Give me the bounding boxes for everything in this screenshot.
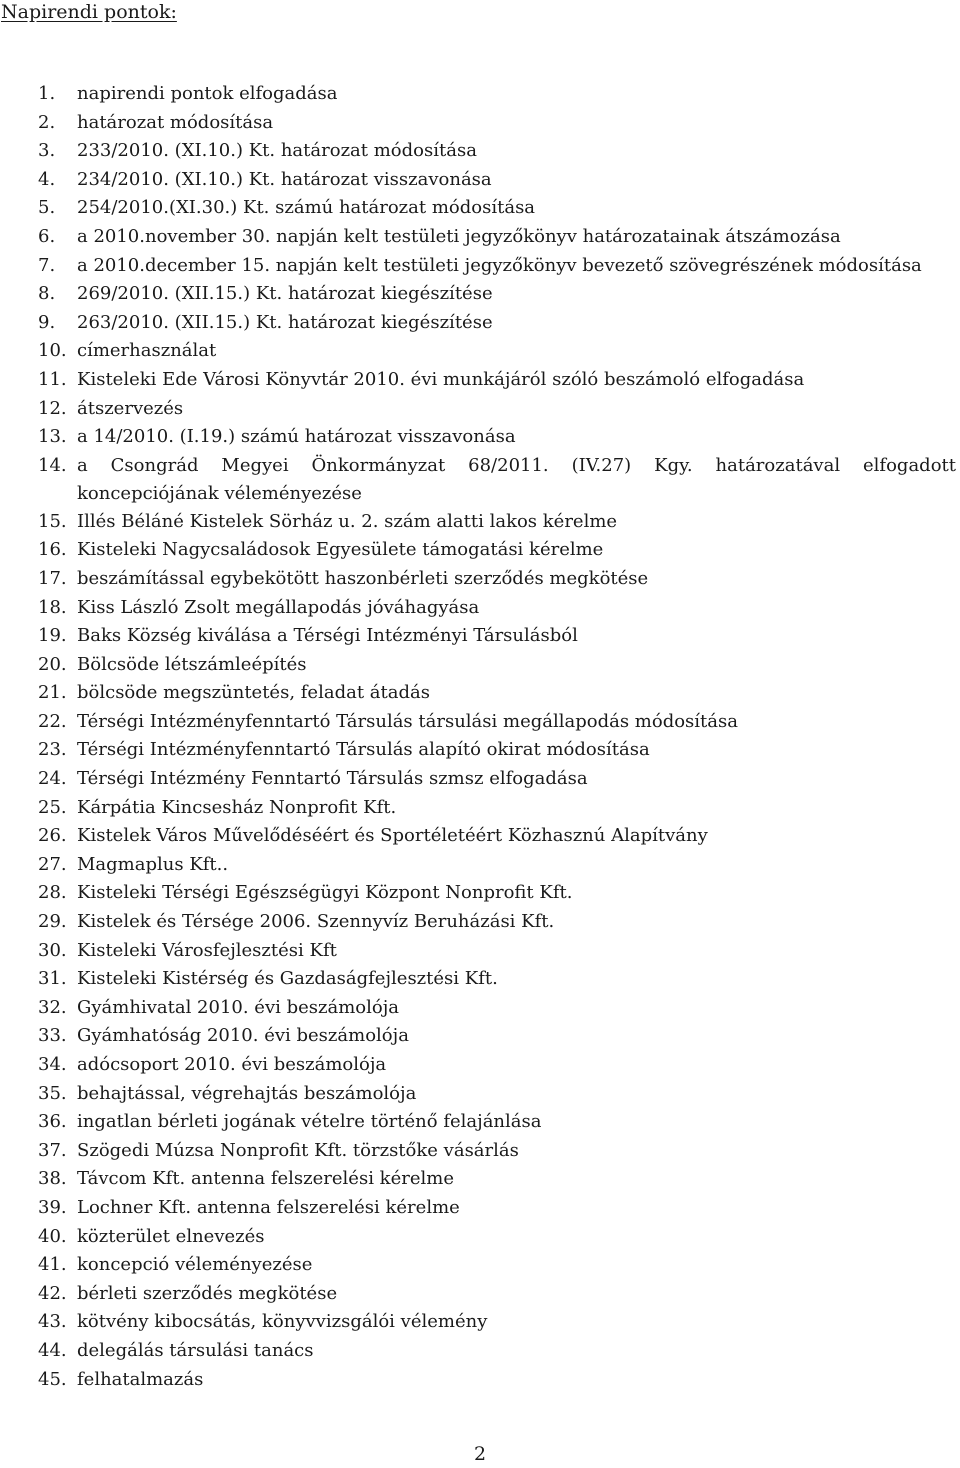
agenda-item-text: Kisteleki Térségi Egészségügyi Központ Nonprofit Kft. [77,882,573,904]
agenda-item-text: közterület elnevezés [77,1225,265,1247]
agenda-item-number: 8. [38,283,56,305]
agenda-item-number: 1. [38,83,56,104]
agenda-item [38,908,956,937]
agenda-item-text: Illés Béláné Kistelek Sörház u. 2. szám alatti lakos kérelme [77,510,618,532]
agenda-item [38,679,956,708]
agenda-item [38,1137,956,1166]
agenda-item-number: 5. [38,197,56,219]
page-heading: Napirendi pontok: [1,1,177,23]
agenda-item-number: 30. [38,939,67,961]
agenda-item-number: 6. [38,225,56,247]
agenda-item-number: 17. [38,567,67,589]
agenda-item-text: Térségi Intézményfenntartó Társulás társulási megállapodás módosítása [77,710,738,732]
agenda-item-text: Bölcsöde létszámleépítés [77,653,307,675]
agenda-item [38,1308,956,1337]
agenda-item-text: a 2010.november 30. napján kelt testületi jegyzőkönyv határozatainak átszámozása [77,225,841,247]
agenda-item-number: 12. [38,397,67,419]
agenda-item-number: 31. [38,968,67,990]
agenda-item [38,137,956,166]
agenda-list [38,80,956,1394]
agenda-item-number: 45. [38,1368,67,1390]
agenda-item [38,280,956,309]
agenda-item-number: 28. [38,882,67,904]
agenda-item-text: Lochner Kft. antenna felszerelési kérelme [77,1196,460,1218]
agenda-item-text: beszámítással egybekötött haszonbérleti szerződés megkötése [77,567,649,589]
agenda-item-number: 29. [38,911,67,933]
agenda-item-number: 35. [38,1082,67,1104]
agenda-item-text: Térségi Intézmény Fenntartó Társulás szmsz elfogadása [77,768,588,790]
agenda-item-number: 21. [38,682,67,704]
agenda-item [38,366,956,395]
agenda-item-text: Kiss László Zsolt megállapodás jóváhagyása [77,596,480,618]
agenda-item-text: bölcsöde megszüntetés, feladat átadás [77,682,430,704]
agenda-item-text: 233/2010. (XI.10.) Kt. határozat módosítása [77,140,477,162]
agenda-item-text: Kisteleki Városfejlesztési Kft [77,939,337,961]
agenda-item [38,651,956,680]
agenda-item-text: Gyámhivatal 2010. évi beszámolója [77,996,400,1018]
agenda-item-number: 11. [38,368,67,390]
agenda-item-text: Kisteleki Kistérség és Gazdaságfejlesztési Kft. [77,968,498,990]
agenda-item [38,622,956,651]
agenda-item-text: Kistelek Város Művelődéséért és Sportéletéért Közhasznú Alapítvány [77,825,708,847]
agenda-item-number: 4. [38,168,56,190]
agenda-item [38,736,956,765]
agenda-item-text: Szögedi Múzsa Nonprofit Kft. törzstőke vásárlás [77,1139,519,1161]
agenda-item [38,1022,956,1051]
agenda-item [38,708,956,737]
agenda-item [38,109,956,138]
agenda-item-text: 234/2010. (XI.10.) Kt. határozat visszavonása [77,168,492,190]
agenda-item-text: adócsoport 2010. évi beszámolója [77,1054,387,1075]
agenda-item [38,1251,956,1280]
agenda-item-number: 9. [38,311,56,333]
page-number: 2 [473,1443,487,1465]
agenda-item-text: 269/2010. (XII.15.) Kt. határozat kiegészítése [77,283,493,305]
agenda-item [38,1108,956,1137]
agenda-item-number: 2. [38,111,56,133]
agenda-item [38,822,956,851]
agenda-item-number: 10. [38,340,67,362]
agenda-item [38,794,956,823]
agenda-item-number: 38. [38,1168,67,1190]
agenda-item-text: a 14/2010. (I.19.) számú határozat visszavonása [77,426,516,448]
agenda-item-text: Kisteleki Ede Városi Könyvtár 2010. évi munkájáról szóló beszámoló elfogadása [77,368,805,390]
agenda-item-text: felhatalmazás [77,1368,204,1390]
agenda-item-number: 39. [38,1196,67,1218]
agenda-item-number: 13. [38,426,67,448]
agenda-item-number: 41. [38,1254,67,1276]
agenda-item-number: 40. [38,1225,67,1247]
agenda-item [38,1080,956,1109]
agenda-item [38,1337,956,1366]
agenda-item-number: 26. [38,825,67,847]
agenda-item-number: 15. [38,510,67,532]
agenda-item [38,309,956,338]
agenda-item-number: 44. [38,1339,67,1361]
agenda-item-text: ingatlan bérleti jogának vételre történő felajánlása [77,1111,542,1133]
agenda-item [38,1280,956,1309]
agenda-item-text: delegálás társulási tanács [77,1339,314,1361]
agenda-item-number: 16. [38,539,67,561]
agenda-item-number: 37. [38,1139,67,1161]
agenda-item [38,1051,956,1080]
agenda-item [38,1223,956,1252]
agenda-item-text: bérleti szerződés megkötése [77,1282,338,1304]
agenda-item-number: 7. [38,254,56,276]
agenda-item [38,452,956,508]
agenda-item-text: 263/2010. (XII.15.) Kt. határozat kiegészítése [77,311,493,333]
agenda-item-number: 19. [38,625,67,647]
agenda-item-number: 42. [38,1282,67,1304]
agenda-item [38,395,956,424]
agenda-item-text: címerhasználat [77,340,217,362]
agenda-item-text: Gyámhatóság 2010. évi beszámolója [77,1025,409,1047]
agenda-item-number: 34. [38,1054,67,1075]
agenda-item [38,166,956,195]
agenda-item [38,851,956,880]
agenda-item [38,80,956,109]
agenda-item-text: 254/2010.(XI.30.) Kt. számú határozat módosítása [77,197,536,219]
agenda-item [38,1165,956,1194]
agenda-item-number: 33. [38,1025,67,1047]
agenda-item [38,423,956,452]
agenda-item [38,565,956,594]
agenda-item-text: behajtással, végrehajtás beszámolója [77,1082,417,1104]
agenda-item [38,879,956,908]
agenda-item-number: 3. [38,140,56,162]
agenda-item-number: 36. [38,1111,67,1133]
agenda-item-text: Kistelek és Térsége 2006. Szennyvíz Beruházási Kft. [77,911,555,933]
agenda-item-text: a Csongrád Megyei Önkormányzat 68/2011. (IV.27) Kgy. határozatával elfogadott koncepciójának véleményezése [77,454,956,504]
agenda-item-number: 20. [38,653,67,675]
agenda-item [38,223,956,252]
agenda-item-number: 43. [38,1311,67,1333]
agenda-item-text: Kárpátia Kincsesház Nonprofit Kft. [77,796,397,818]
agenda-item-text: Baks Község kiválása a Térségi Intézményi Társulásból [77,625,578,647]
agenda-item-number: 22. [38,710,67,732]
agenda-item [38,937,956,966]
agenda-item-number: 32. [38,996,67,1018]
agenda-item-number: 23. [38,739,67,761]
agenda-item [38,994,956,1023]
agenda-item [38,194,956,223]
agenda-item-number: 25. [38,796,67,818]
agenda-item-text: a 2010.december 15. napján kelt testületi jegyzőkönyv bevezető szövegrészének módosítása [77,254,922,276]
agenda-item [38,1366,956,1395]
agenda-item [38,965,956,994]
agenda-item-number: 18. [38,596,67,618]
agenda-item [38,252,956,281]
agenda-item [38,1194,956,1223]
agenda-item [38,536,956,565]
agenda-item-text: Kisteleki Nagycsaládosok Egyesülete támogatási kérelme [77,539,604,561]
agenda-item-number: 27. [38,853,67,875]
agenda-item [38,337,956,366]
agenda-item-number: 24. [38,768,67,790]
agenda-item [38,508,956,537]
agenda-item-text: Magmaplus Kft.. [77,853,229,875]
agenda-item-text: Térségi Intézményfenntartó Társulás alapító okirat módosítása [77,739,650,761]
agenda-item [38,765,956,794]
agenda-item-text: átszervezés [77,397,184,419]
agenda-item-number: 14. [38,454,67,476]
agenda-item-text: kötvény kibocsátás, könyvvizsgálói vélemény [77,1311,488,1333]
agenda-item [38,594,956,623]
agenda-item-text: napirendi pontok elfogadása [77,83,338,104]
agenda-item-text: határozat módosítása [77,111,274,133]
agenda-item-text: Távcom Kft. antenna felszerelési kérelme [77,1168,454,1190]
agenda-item-text: koncepció véleményezése [77,1254,313,1276]
